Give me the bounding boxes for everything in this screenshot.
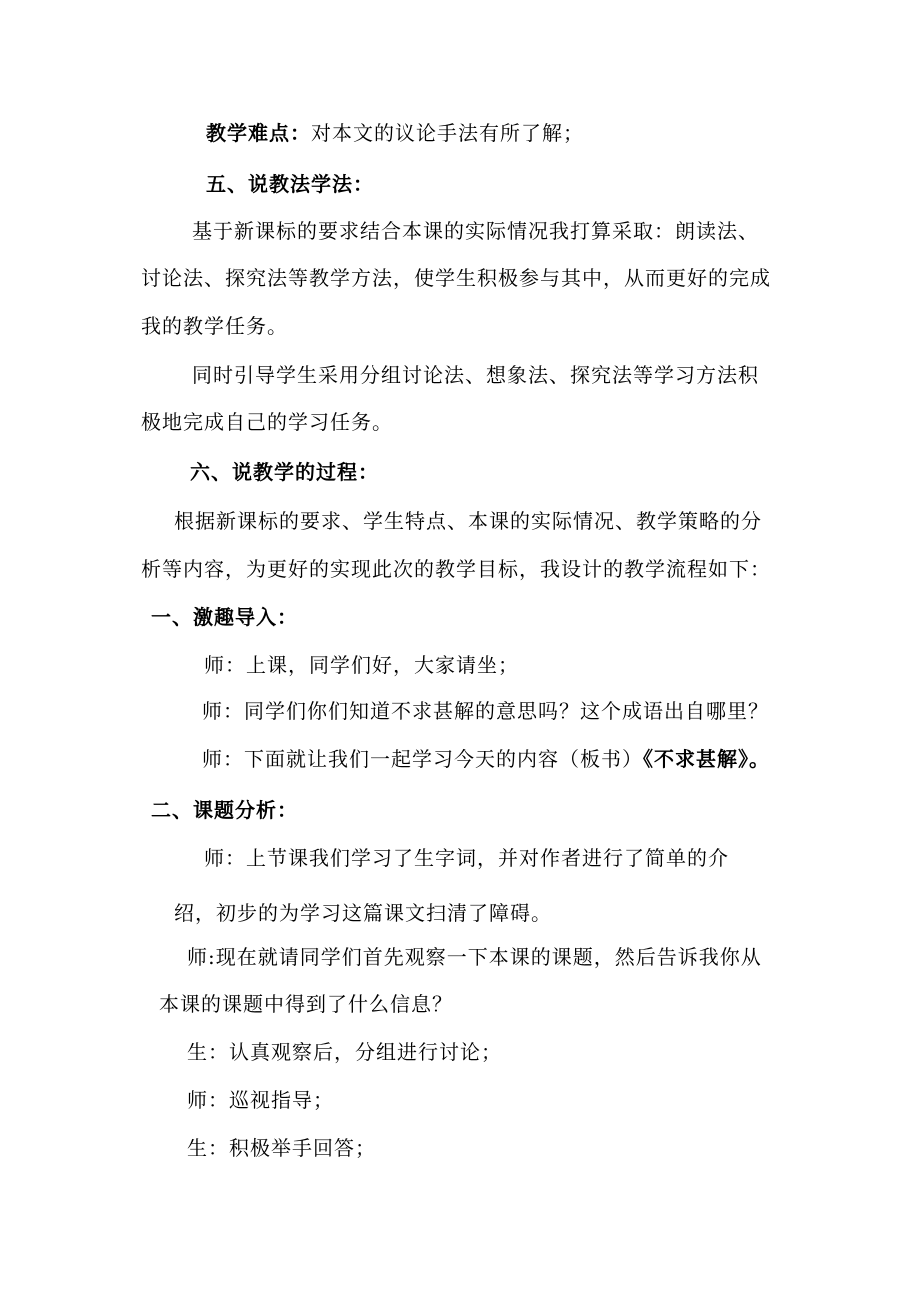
section5-paragraph1-line3: 我的教学任务。 (141, 314, 288, 338)
part2-teacher-line3: 师：巡视指导； (187, 1088, 334, 1112)
part2-teacher-line2b: 本课的课题中得到了什么信息？ (159, 992, 453, 1016)
part2-teacher-line2a: 师:现在就请同学们首先观察一下本课的课题，然后告诉我你从 (187, 945, 762, 969)
part1-teacher-line1: 师：上课，同学们好，大家请坐； (204, 653, 519, 677)
section5-paragraph2-line2: 极地完成自己的学习任务。 (141, 410, 393, 434)
part1-teacher-line2: 师：同学们你们知道不求甚解的意思吗？这个成语出自哪里？ (202, 699, 769, 723)
part2-student-line2: 生：积极举手回答； (187, 1136, 376, 1160)
section5-paragraph1-line2: 讨论法、探究法等教学方法，使学生积极参与其中，从而更好的完成 (141, 266, 771, 290)
teaching-difficulty-label: 教学难点： (206, 121, 311, 145)
part2-teacher-line1a: 师：上节课我们学习了生字词，并对作者进行了简单的介 (204, 846, 729, 870)
section6-heading: 六、说教学的过程： (190, 460, 379, 484)
part2-student-line1: 生：认真观察后，分组进行讨论； (187, 1040, 502, 1064)
teaching-difficulty-line (206, 120, 584, 146)
section5-paragraph1-line1: 基于新课标的要求结合本课的实际情况我打算采取：朗读法、 (192, 219, 759, 243)
section6-paragraph-line1: 根据新课标的要求、学生特点、本课的实际情况、教学策略的分 (174, 509, 762, 533)
section6-paragraph-line2: 析等内容，为更好的实现此次的教学目标，我设计的教学流程如下： (141, 557, 771, 581)
lesson-title: 《不求甚解》。 (643, 747, 770, 771)
section5-heading: 五、说教法学法： (206, 172, 374, 196)
part1-heading: 一、激趣导入： (151, 605, 298, 629)
section5-paragraph2-line1: 同时引导学生采用分组讨论法、想象法、探究法等学习方法积 (192, 363, 759, 387)
teaching-difficulty-text: 对本文的议论手法有所了解； (311, 121, 584, 145)
part1-teacher-line3-text: 师：下面就让我们一起学习今天的内容（板书） (202, 747, 643, 771)
part2-teacher-line1b: 绍，初步的为学习这篇课文扫清了障碍。 (174, 901, 552, 925)
part2-heading: 二、课题分析： (151, 798, 298, 822)
part1-teacher-line3 (202, 746, 770, 772)
